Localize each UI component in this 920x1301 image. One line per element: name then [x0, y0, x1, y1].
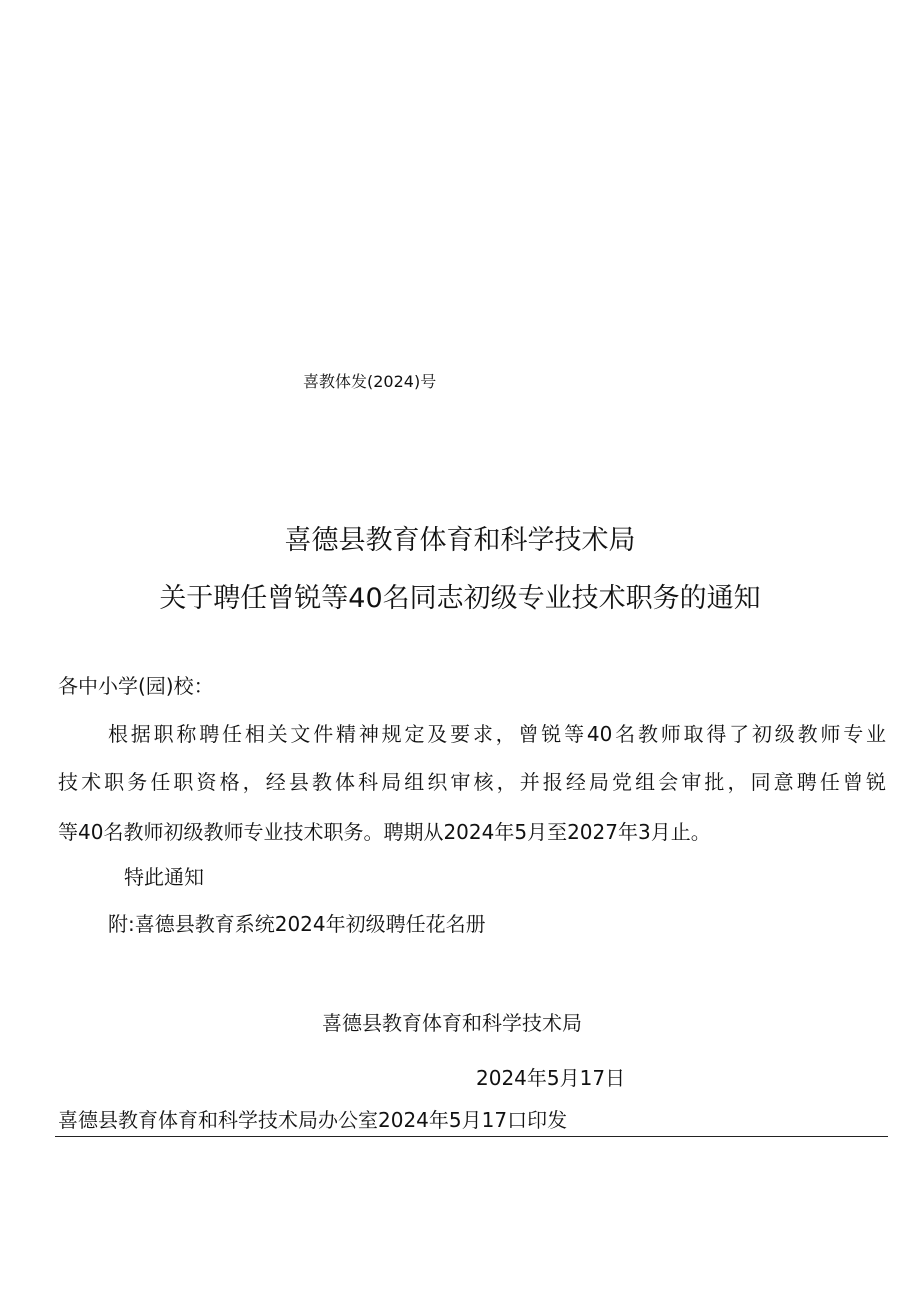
- body-paragraph-line: 等40名教师初级教师专业技术职务。聘期从2024年5月至2027年3月止。: [58, 820, 711, 844]
- addressee: 各中小学(园)校：: [58, 674, 214, 698]
- document-title-line-1: 喜德县教育体育和科学技术局: [284, 525, 636, 556]
- document-title-line-2: 关于聘任曾锐等40名同志初级专业技术职务的通知: [159, 583, 761, 614]
- document-number: 喜教体发(2024)号: [303, 372, 437, 391]
- issue-date: 2024年5月17日: [476, 1066, 626, 1090]
- footer-divider: [55, 1136, 888, 1137]
- closing-phrase: 特此通知: [124, 865, 204, 889]
- body-paragraph-line: 根据职称聘任相关文件精神规定及要求，曾锐等40名教师取得了初级教师专业: [108, 722, 886, 746]
- attachment-note: 附:喜德县教育系统2024年初级聘任花名册: [108, 912, 486, 936]
- body-paragraph-line: 技术职务任职资格，经县教体科局组织审核，并报经局党组会审批，同意聘任曾锐: [58, 770, 886, 794]
- print-footer: 喜德县教育体育和科学技术局办公室2024年5月17口印发: [58, 1108, 568, 1132]
- issuing-authority: 喜德县教育体育和科学技术局: [322, 1011, 582, 1035]
